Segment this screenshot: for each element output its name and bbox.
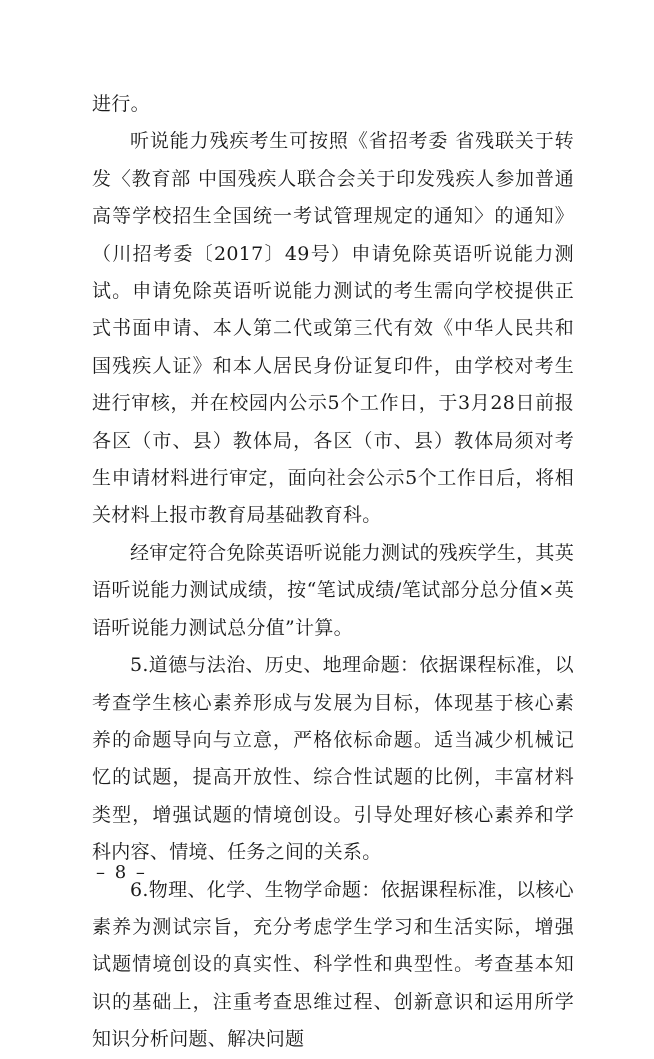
document-body — [92, 86, 574, 1059]
paragraph-item-6: 6.物理、化学、生物学命题：依据课程标准，以核心素养为测试宗旨，充分考虑学生学习和生活实际，增强试题情境创设的真实性、科学性和典型性。考查基本知识的基础上，注重考查思维过程、创新意识和运用所学知识分析问题、解决问题 — [92, 878, 574, 1051]
paragraph-hearing-disability: 听说能力残疾考生可按照《省招考委 省残联关于转发〈教育部 中国残疾人联合会关于印发残疾人参加普通高等学校招生全国统一考试管理规定的通知〉的通知》（川招考委〔2017〕49号）申请免除英语听说能力测试。申请免除英语听说能力测试的考生需向学校提供正式书面申请、本人第二代或第三代有效《中华人民共和国残疾人证》和本人居民身份证复印件，由学校对考生进行审核，并在校园内公示5个工作日，于3月28日前报各区（市、县）教体局，各区（市、县）教体局须对考生申请材料进行审定，面向社会公示5个工作日后，将相关材料上报市教育局基础教育科。 — [92, 130, 574, 527]
paragraph-item-5: 5.道德与法治、历史、地理命题：依据课程标准，以考查学生核心素养形成与发展为目标，体现基于核心素养的命题导向与立意，严格依标命题。适当减少机械记忆的试题，提高开放性、综合性试题的比例，丰富材料类型，增强试题的情境创设。引导处理好核心素养和学科内容、情境、任务之间的关系。 — [92, 654, 574, 864]
paragraph-score-calculation: 经审定符合免除英语听说能力测试的残疾学生，其英语听说能力测试成绩，按“笔试成绩/笔试部分总分值×英语听说能力测试总分值”计算。 — [92, 541, 574, 639]
page-number: – 8 – — [96, 862, 147, 883]
paragraph-continuation: 进行。 — [92, 93, 150, 115]
